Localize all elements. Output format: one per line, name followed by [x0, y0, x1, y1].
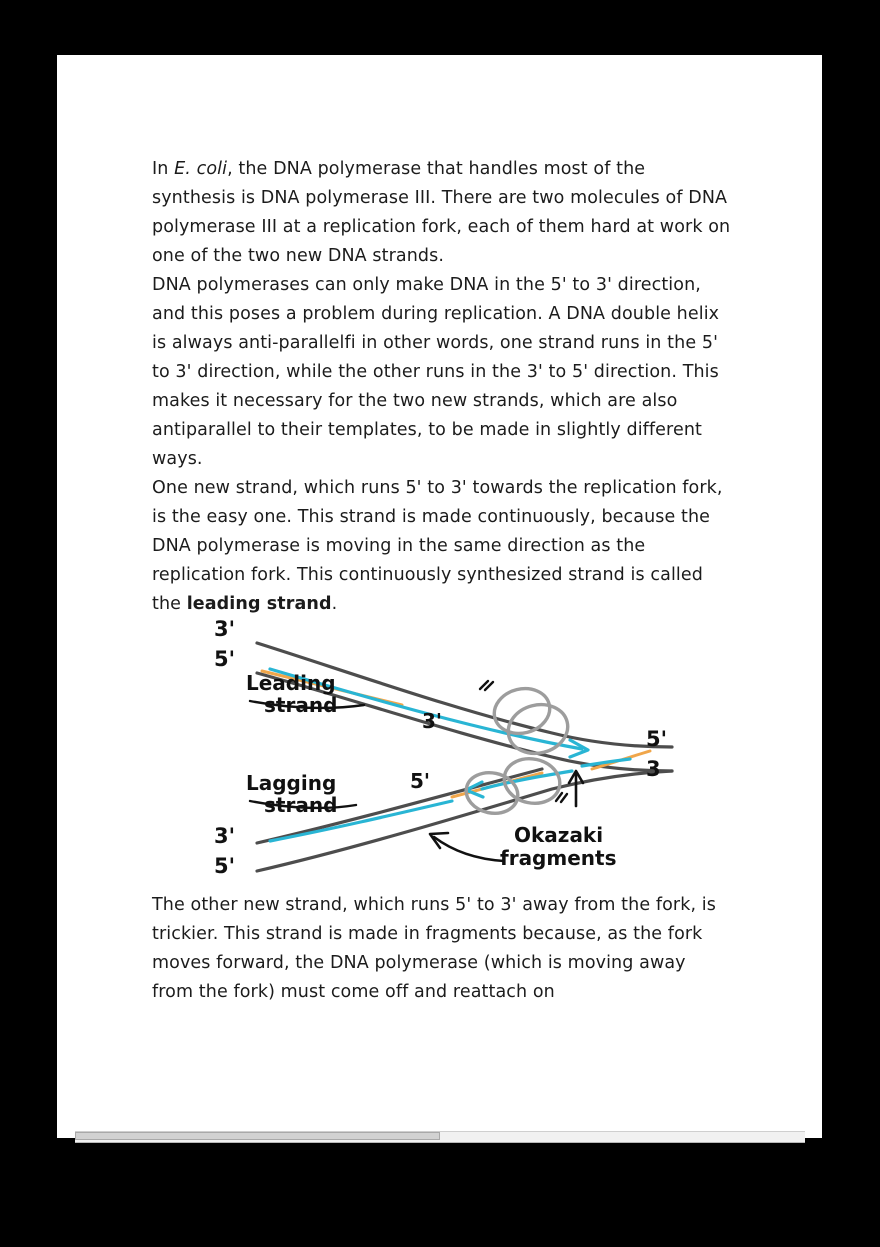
label-right-three-prime: 3 — [646, 757, 661, 781]
okazaki-left-arrow-shaft — [434, 837, 504, 861]
paragraph-3-run-2-bold: leading strand — [186, 594, 332, 614]
label-lagging-strand-line1: Lagging — [246, 771, 337, 795]
label-leading-strand-line2: strand — [264, 693, 338, 717]
label-bottom-three-prime: 3' — [214, 824, 236, 848]
paragraph-1-run-3: , the DNA polymerase that handles most of the synthesis is DNA polymerase III. There are two molecules of DNA polymerase III at a replication fork, each of them hard at work on one of the two new DNA strands. — [152, 159, 731, 266]
paragraph-1-run-1: In — [152, 159, 175, 179]
document-content — [152, 155, 732, 1007]
label-right-five-prime: 5' — [646, 727, 668, 751]
label-okazaki-line1: Okazaki — [514, 823, 604, 847]
paragraph-1-run-2-italic: E. coli — [174, 159, 228, 179]
label-top-three-prime: 3' — [214, 617, 236, 641]
label-top-five-prime: 5' — [214, 647, 236, 671]
figure-svg — [152, 621, 732, 891]
tick-mark-lower-2 — [561, 794, 567, 802]
paragraph-4 — [152, 891, 732, 1007]
paragraph-3-run-3: . — [331, 594, 338, 614]
dna-replication-fork-diagram — [152, 617, 732, 891]
horizontal-scrollbar[interactable] — [75, 1131, 805, 1141]
label-bottom-five-prime: 5' — [214, 854, 236, 878]
paragraph-2 — [152, 271, 732, 474]
paragraph-1 — [152, 155, 732, 271]
label-okazaki-line2: fragments — [500, 846, 617, 870]
label-inner-five-prime: 5' — [410, 769, 431, 793]
document-page — [57, 55, 822, 1138]
paragraph-2-run-1: DNA polymerases can only make DNA in the 5' to 3' direction, and this poses a problem during replication. A DNA double helix is always anti-parallelfi in other words, one strand runs in the 5' to 3' direction, while the other runs in the 3' to 5' direction. This makes it necessary for the two new strands, which are also antiparallel to their templates, to be made in slightly different ways. — [152, 275, 720, 469]
paragraph-3-run-1: One new strand, which runs 5' to 3' towards the replication fork, is the easy one. This strand is made continuously, because the DNA polymerase is moving in the same direction as the replication fork. This continuously synthesized strand is called the — [152, 478, 723, 614]
label-leading-strand-line1: Leading — [246, 671, 336, 695]
scrollbar-thumb[interactable] — [75, 1132, 440, 1140]
paragraph-3 — [152, 474, 732, 619]
paragraph-4-run-1: The other new strand, which runs 5' to 3' away from the fork, is trickier. This strand is made in fragments because, as the fork moves forward, the DNA polymerase (which is moving away from the fork) must come off and reattach on — [152, 895, 716, 1002]
label-inner-three-prime: 3' — [422, 709, 443, 733]
label-lagging-strand-line2: strand — [264, 793, 338, 817]
